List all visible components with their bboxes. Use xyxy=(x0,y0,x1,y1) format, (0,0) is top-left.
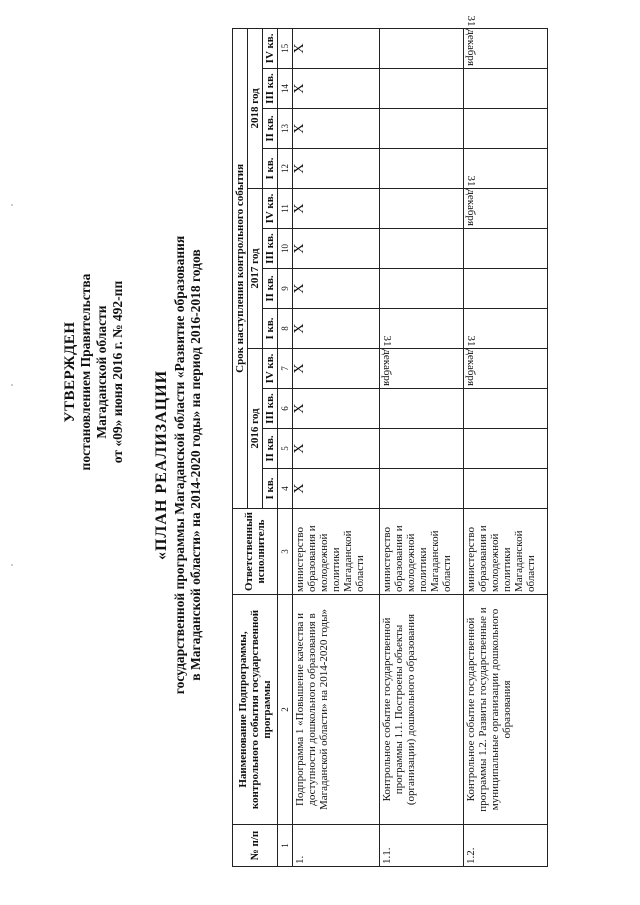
column-number: 9 xyxy=(278,269,293,309)
title-main: «ПЛАН РЕАЛИЗАЦИИ xyxy=(153,369,170,561)
column-number: 4 xyxy=(278,469,293,509)
quarter-cell xyxy=(380,149,464,189)
quarter-cell xyxy=(380,389,464,429)
quarter-cell xyxy=(464,389,548,429)
quarter-cell: X xyxy=(293,269,380,309)
quarter-header: IV кв. xyxy=(263,349,278,389)
quarter-header: IV кв. xyxy=(263,28,278,68)
column-number: 12 xyxy=(278,149,293,189)
quarter-cell xyxy=(464,109,548,149)
table-row xyxy=(380,28,464,866)
header-year-2018: 2018 год xyxy=(248,28,263,188)
quarter-cell xyxy=(464,429,548,469)
quarter-cell xyxy=(380,229,464,269)
row-responsible: министерство образования и молодежной политики Магаданской области xyxy=(293,509,380,595)
quarter-cell: X xyxy=(293,69,380,109)
quarter-header: II кв. xyxy=(263,269,278,309)
row-name: Подпрограмма 1 «Повышение качества и доступности дошкольного образования в Магаданской области» на 2014-2020 годы» xyxy=(293,595,380,825)
quarter-cell: X xyxy=(293,28,380,68)
column-number: 1 xyxy=(278,825,293,867)
row-name: Контрольное событие государственной программы 1.1. Построены объекты (организации) дошкольного образования xyxy=(380,595,464,825)
column-number: 6 xyxy=(278,389,293,429)
quarter-cell xyxy=(464,69,548,109)
column-number: 15 xyxy=(278,28,293,68)
column-number: 14 xyxy=(278,69,293,109)
column-number: 8 xyxy=(278,309,293,349)
quarter-header: IV кв. xyxy=(263,189,278,229)
quarter-cell: 31 декабря xyxy=(464,349,548,389)
quarter-cell: X xyxy=(293,109,380,149)
row-number: 1. xyxy=(293,825,380,867)
column-number-row xyxy=(278,28,293,866)
quarter-cell: X xyxy=(293,349,380,389)
quarter-header: III кв. xyxy=(263,69,278,109)
quarter-cell xyxy=(380,269,464,309)
quarter-cell: X xyxy=(293,149,380,189)
column-number: 10 xyxy=(278,229,293,269)
quarter-cell xyxy=(380,429,464,469)
quarter-cell xyxy=(380,69,464,109)
quarter-header: III кв. xyxy=(263,389,278,429)
quarter-cell xyxy=(464,269,548,309)
quarter-cell xyxy=(380,28,464,68)
row-number: 1.1. xyxy=(380,825,464,867)
table-row xyxy=(293,28,380,866)
quarter-header: I кв. xyxy=(263,149,278,189)
column-number: 7 xyxy=(278,349,293,389)
quarter-cell: 31 декабря xyxy=(464,189,548,229)
row-responsible: министерство образования и молодежной политики Магаданской области xyxy=(464,509,548,595)
quarter-cell: 31 декабря xyxy=(380,349,464,389)
header-responsible: Ответственный исполнитель xyxy=(233,509,278,595)
column-number: 13 xyxy=(278,109,293,149)
column-number: 2 xyxy=(278,595,293,825)
header-deadline: Срок наступления контрольного события xyxy=(233,28,248,508)
column-number: 3 xyxy=(278,509,293,595)
row-number: 1.2. xyxy=(464,825,548,867)
approval-stamp xyxy=(62,222,126,522)
title-line-3: в Магаданской области» на 2014-2020 годы» на период 2016-2018 годов xyxy=(188,249,203,681)
plan-table xyxy=(232,15,548,867)
quarter-cell: X xyxy=(293,389,380,429)
quarter-cell: X xyxy=(293,189,380,229)
quarter-header: II кв. xyxy=(263,429,278,469)
quarter-header: I кв. xyxy=(263,309,278,349)
quarter-cell: X xyxy=(293,309,380,349)
quarter-header: I кв. xyxy=(263,469,278,509)
header-name: Наименование Подпрограммы, контрольного события государственной программы xyxy=(233,595,278,825)
approval-heading: УТВЕРЖДЕН xyxy=(62,321,78,423)
column-number: 5 xyxy=(278,429,293,469)
quarter-cell xyxy=(380,109,464,149)
document-title xyxy=(152,85,204,845)
header-no: № п/п xyxy=(233,825,278,867)
row-responsible: министерство образования и молодежной политики Магаданской области xyxy=(380,509,464,595)
approval-line-3: от «09» июня 2016 г. № 492-пп xyxy=(110,280,125,464)
quarter-cell xyxy=(380,469,464,509)
quarter-cell: X xyxy=(293,469,380,509)
approval-line-2: Магаданской области xyxy=(94,305,109,439)
quarter-cell xyxy=(464,469,548,509)
title-line-2: государственной программы Магаданской области «Развитие образования xyxy=(172,235,187,695)
quarter-cell: X xyxy=(293,229,380,269)
quarter-cell xyxy=(380,189,464,229)
header-year-2016: 2016 год xyxy=(248,349,263,509)
column-number: 11 xyxy=(278,189,293,229)
quarter-header: II кв. xyxy=(263,109,278,149)
quarter-cell: 31 декабря xyxy=(464,28,548,68)
row-name: Контрольное событие государственной программы 1.2. Развиты государственные и муниципальные организации дошкольного образования xyxy=(464,595,548,825)
table-row xyxy=(464,28,548,866)
approval-line-1: постановлением Правительства xyxy=(78,273,93,471)
header-year-2017: 2017 год xyxy=(248,189,263,349)
quarter-cell: X xyxy=(293,429,380,469)
quarter-header: III кв. xyxy=(263,229,278,269)
quarter-cell xyxy=(464,229,548,269)
